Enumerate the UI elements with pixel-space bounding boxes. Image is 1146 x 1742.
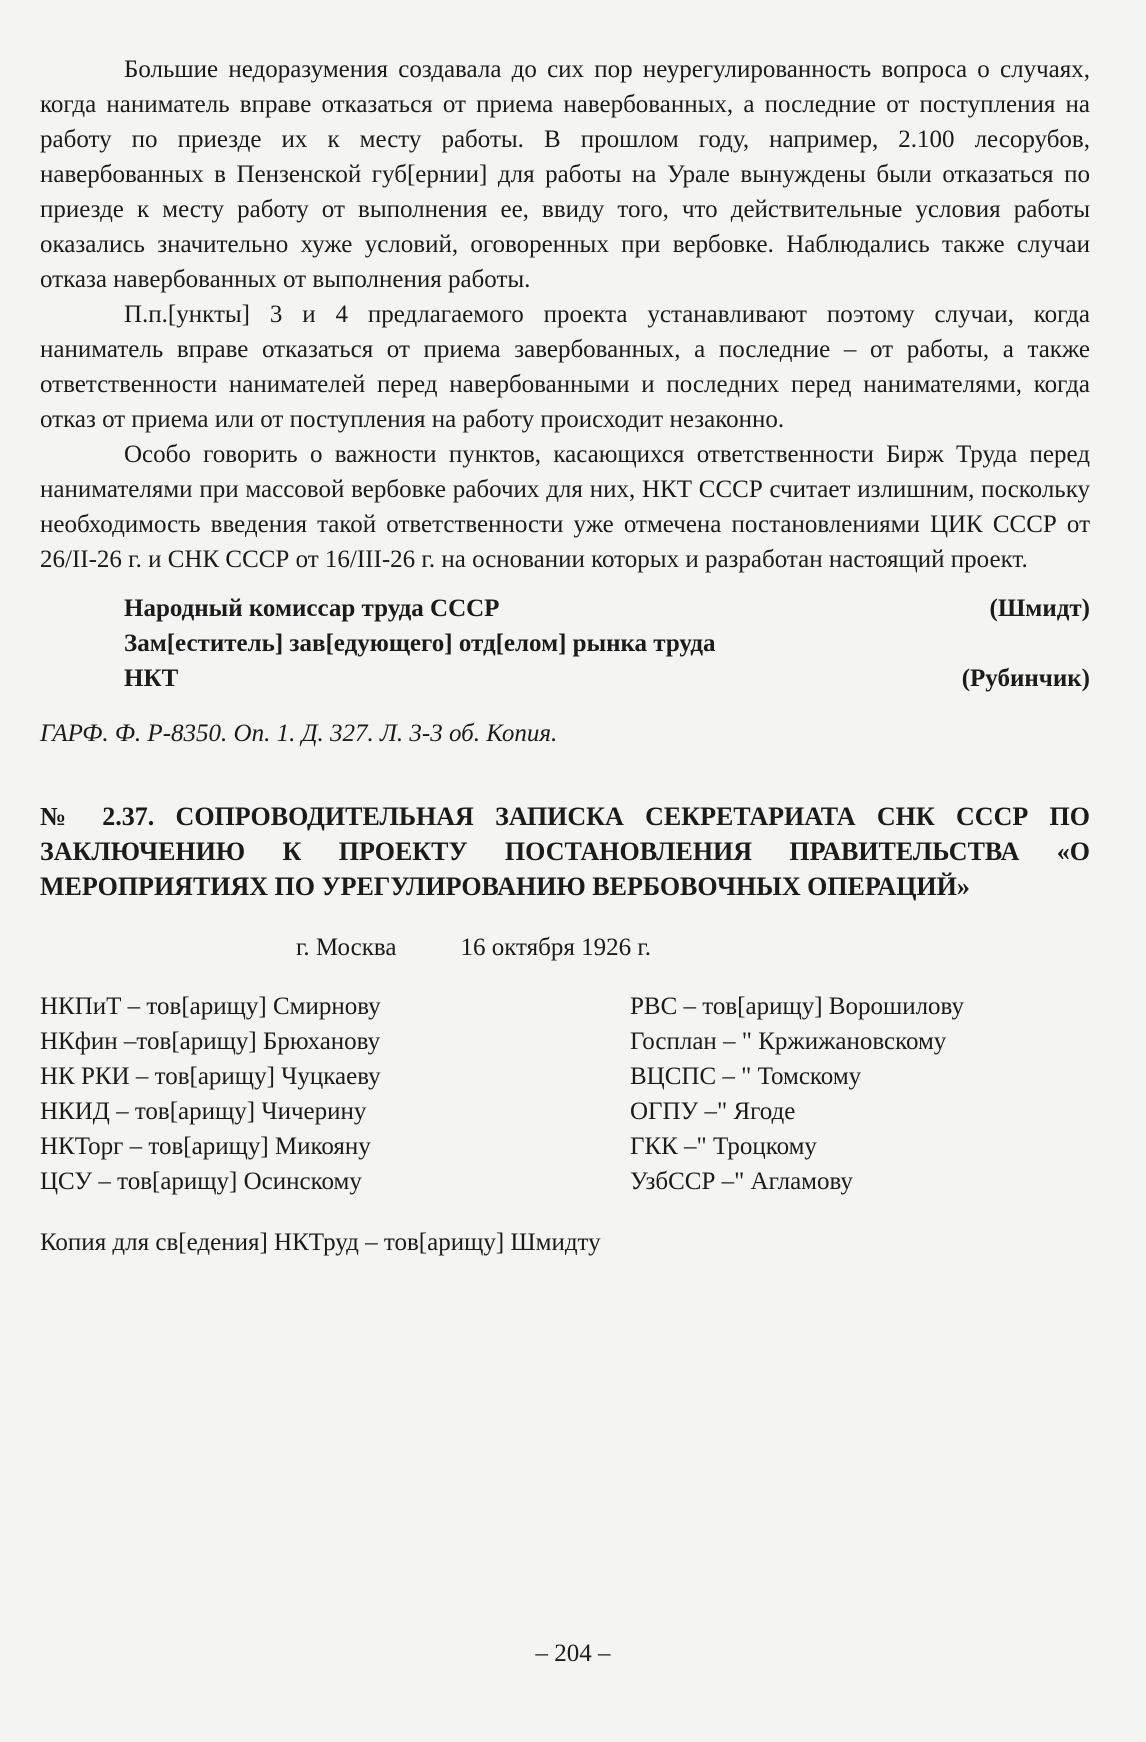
signature-line-1 — [124, 591, 1090, 626]
copy-notice: Копия для св[едения] НКТруд – тов[арищу] Шмидту — [40, 1229, 601, 1256]
recipient-left-5: НКТорг – тов[арищу] Микояну — [40, 1133, 371, 1160]
recipient-right-5: ГКК –" Троцкому — [630, 1133, 817, 1160]
signature-line-2 — [124, 626, 1090, 661]
archive-reference: ГАРФ. Ф. Р-8350. Оп. 1. Д. 327. Л. 3-3 об. Копия. — [40, 720, 558, 747]
recipient-right-3: ВЦСПС – " Томскому — [630, 1063, 862, 1090]
signer-2-title: Зам[еститель] зав[едующего] отд[елом] рынка труда — [124, 630, 716, 657]
recipient-left-1: НКПиТ – тов[арищу] Смирнову — [40, 993, 381, 1020]
paragraph-2: П.п.[ункты] 3 и 4 предлагаемого проекта устанавливают поэтому случаи, когда наниматель вправе отказаться от приема завербованных, а последние – от работы, а также ответственности нанимателей перед навербованными и последних перед нанимателями, когда отказ от приема или от поступления на работу происходит незаконно. — [40, 301, 1090, 433]
signer-1-title: Народный комиссар труда СССР — [124, 595, 500, 622]
date: 16 октября 1926 г. — [460, 934, 652, 961]
signer-1-name: (Шмидт) — [989, 595, 1090, 622]
recipient-left-2: НКфин –тов[арищу] Брюханову — [40, 1028, 381, 1055]
recipient-right-2: Госплан – " Кржижановскому — [630, 1028, 947, 1055]
recipient-left-4: НКИД – тов[арищу] Чичерину — [40, 1098, 367, 1125]
signature-line-3 — [124, 661, 1090, 696]
signer-2-org: НКТ — [124, 665, 179, 692]
recipient-right-6: УзбССР –" Агламову — [630, 1168, 853, 1195]
signature-block — [40, 591, 1090, 696]
recipient-right-1: РВС – тов[арищу] Ворошилову — [630, 993, 965, 1020]
recipient-left-6: ЦСУ – тов[арищу] Осинскому — [40, 1168, 362, 1195]
page-number: – 204 – — [535, 1640, 611, 1667]
recipient-right-4: ОГПУ –" Ягоде — [630, 1098, 796, 1125]
place: г. Москва — [296, 934, 397, 961]
signer-2-name: (Рубинчик) — [961, 665, 1090, 692]
recipients-list — [40, 989, 1090, 1199]
document-title: № 2.37. СОПРОВОДИТЕЛЬНАЯ ЗАПИСКА СЕКРЕТАРИАТА СНК СССР ПО ЗАКЛЮЧЕНИЮ К ПРОЕКТУ ПОСТАНОВЛЕНИЯ ПРАВИТЕЛЬСТВА «О МЕРОПРИЯТИЯХ ПО УРЕГУЛИРОВАНИЮ ВЕРБОВОЧНЫХ ОПЕРАЦИЙ» — [40, 802, 1090, 901]
document-page — [40, 52, 1090, 1260]
paragraph-3: Особо говорить о важности пунктов, касающихся ответственности Бирж Труда перед нанимателями при массовой вербовке рабочих для них, НКТ СССР считает излишним, поскольку необходимость введения такой ответственности уже отмечена постановлениями ЦИК СССР от 26/II-26 г. и СНК СССР от 16/III-26 г. на основании которых и разработан настоящий проект. — [40, 441, 1090, 573]
paragraph-1: Большие недоразумения создавала до сих пор неурегулированность вопроса о случаях, когда наниматель вправе отказаться от приема навербованных, а последние от поступления на работу по приезде их к месту работы. В прошлом году, например, 2.100 лесорубов, навербованных в Пензенской губ[ернии] для работы на Урале вынуждены были отказаться по приезде к месту работу от выполнения ее, ввиду того, что действительные условия работы оказались значительно хуже условий, оговоренных при вербовке. Наблюдались также случаи отказа навербованных от выполнения работы. — [40, 56, 1090, 293]
place-date — [40, 930, 1090, 965]
recipient-left-3: НК РКИ – тов[арищу] Чуцкаеву — [40, 1063, 381, 1090]
